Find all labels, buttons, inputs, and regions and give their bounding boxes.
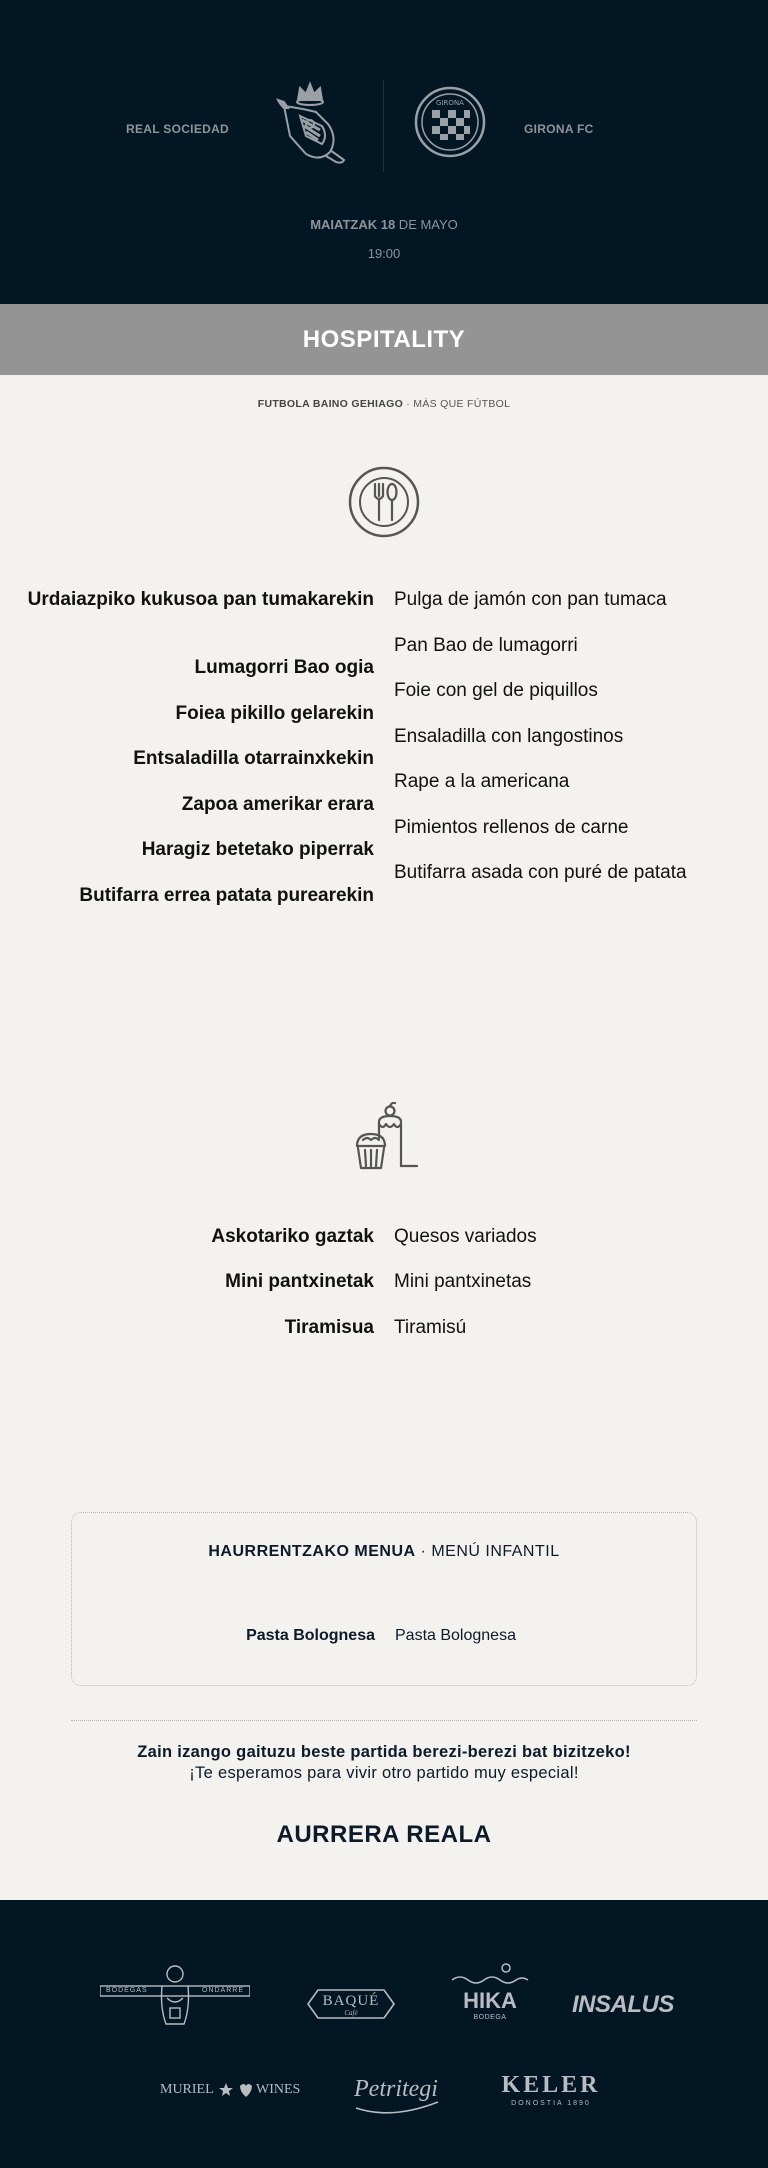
keler-sub: DONOSTIA 1890 (511, 2100, 591, 2107)
kids-item-eu: Pasta Bolognesa (246, 1627, 375, 1644)
tagline (0, 375, 768, 433)
header-divider (383, 80, 384, 172)
baque-text: BAQUÉ (322, 1993, 380, 2009)
kids-title-separator: · (415, 1543, 432, 1560)
main-course-icon-wrap (0, 466, 768, 538)
kids-item-es: Pasta Bolognesa (395, 1627, 516, 1644)
dessert-item-eu: Mini pantxinetak (225, 1271, 374, 1292)
menu-item-eu: Haragiz betetako piperrak (141, 839, 374, 860)
sponsor-petritegi (352, 2070, 448, 2118)
hika-text: HIKA (463, 1988, 517, 2013)
kids-menu-title (72, 1543, 696, 1561)
bodegas-ondarre-logo-icon (100, 1960, 250, 2030)
menu-item-es: Ensaladilla con langostinos (394, 726, 624, 747)
menu-row (0, 588, 768, 611)
tagline-eu: FUTBOLA BAINO GEHIAGO (257, 398, 404, 410)
sponsors-footer (0, 1900, 768, 2168)
sponsor-insalus: INSALUS (572, 1991, 674, 2018)
hospitality-title: HOSPITALITY (0, 304, 768, 375)
match-header (0, 0, 768, 304)
keler-text: KELER (501, 2072, 601, 2098)
girona-crest-text: GIRONA (436, 99, 464, 107)
sponsor-muriel-wines (160, 2080, 300, 2102)
dessert-item-eu: Tiramisua (284, 1317, 374, 1338)
bodegas-ondarre-left: BODEGAS (106, 1987, 148, 1994)
dessert-item-es: Quesos variados (394, 1226, 537, 1247)
home-team-name: REAL SOCIEDAD (126, 122, 230, 136)
dessert-icon (353, 1102, 419, 1172)
menu-item-eu: Lumagorri Bao ogia (194, 657, 374, 678)
menu-item-es: Butifarra asada con puré de patata (394, 862, 687, 883)
menu-item-es: Pimientos rellenos de carne (394, 817, 629, 838)
dessert-item-es: Tiramisú (394, 1317, 467, 1338)
menu-row (0, 679, 768, 725)
petritegi-text: Petritegi (354, 2076, 438, 2102)
hika-waves-icon (450, 1962, 530, 1986)
dessert-item-eu: Askotariko gaztak (211, 1226, 374, 1247)
kids-title-eu: HAURRENTZAKO MENUA (208, 1543, 416, 1560)
girona-crest-icon (414, 86, 486, 158)
dessert-row (0, 1270, 768, 1293)
match-date-eu: MAIATZAK 18 (310, 217, 396, 232)
menu-row (0, 861, 768, 907)
tagline-separator: · (403, 398, 414, 410)
dessert-row (0, 1225, 768, 1248)
hika-sub: BODEGA (473, 2014, 507, 2021)
menu-item-es: Pulga de jamón con pan tumaca (394, 589, 667, 610)
menu-row (0, 634, 768, 679)
menu-item-es: Rape a la americana (394, 771, 570, 792)
sponsor-bodegas-ondarre (100, 1960, 250, 2030)
menu-item-es: Foie con gel de piquillos (394, 680, 598, 701)
sponsor-hika (450, 1962, 530, 2028)
menu-row (0, 725, 768, 770)
kids-title-es: MENÚ INFANTIL (431, 1543, 560, 1560)
real-sociedad-crest-icon (270, 78, 350, 166)
menu-row (0, 816, 768, 861)
match-date (0, 217, 768, 232)
closing-message-eu: Zain izango gaituzu beste partida berezi-berezi bat bizitzeko! (137, 1743, 631, 1761)
wines-text: WINES (256, 2082, 301, 2097)
menu-row (0, 770, 768, 816)
menu-item-es: Pan Bao de lumagorri (394, 635, 578, 656)
muriel-text: MURIEL (160, 2082, 214, 2097)
match-date-es: DE MAYO (395, 217, 458, 232)
away-team-name: GIRONA FC (524, 122, 594, 136)
cutlery-icon (348, 466, 420, 538)
dessert-row (0, 1316, 768, 1339)
menu-item-eu: Butifarra errea patata purearekin (79, 885, 374, 906)
menu-item-eu: Zapoa amerikar erara (181, 794, 374, 815)
kids-section (0, 1512, 768, 1849)
bodegas-ondarre-right: ONDARRE (202, 1987, 245, 1994)
kids-menu-row (72, 1627, 696, 1645)
baque-sub: Café (344, 2009, 358, 2017)
menu-item-eu: Entsaladilla otarrainxkekin (133, 748, 374, 769)
closing-message (0, 1743, 768, 1783)
menu-item-eu: Foiea pikillo gelarekin (175, 703, 374, 724)
sponsor-keler (492, 2072, 610, 2112)
sponsor-baque (304, 1984, 398, 2024)
tagline-es: MÁS QUE FÚTBOL (413, 398, 511, 410)
section-divider (71, 1720, 697, 1721)
menu-item-eu: Urdaiazpiko kukusoa pan tumakarekin (27, 589, 374, 610)
match-time: 19:00 (367, 246, 401, 261)
kids-menu-box (71, 1512, 697, 1686)
slogan: AURRERA REALA (276, 1821, 492, 1848)
muriel-star-icon (218, 2082, 254, 2098)
dessert-item-es: Mini pantxinetas (394, 1271, 532, 1292)
closing-message-es: ¡Te esperamos para vivir otro partido muy especial! (189, 1764, 579, 1782)
